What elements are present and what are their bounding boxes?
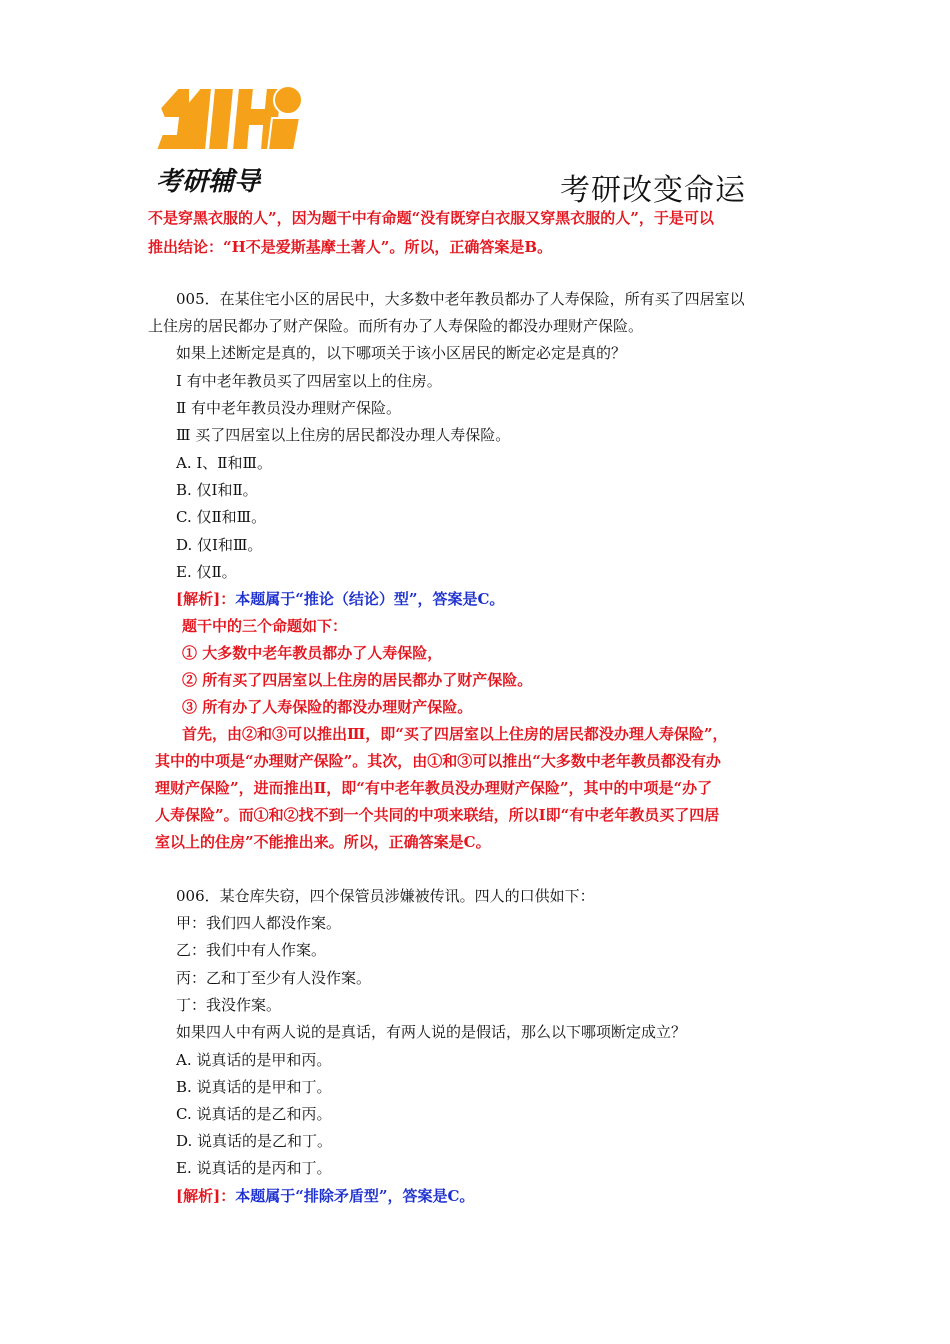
q005-statement: Ⅱ 有中老年教员没办理财产保险。 — [176, 399, 401, 417]
q005-option-a: A. Ⅰ、Ⅱ和Ⅲ。 — [176, 454, 272, 472]
q005-explanation-line: 其中的中项是“办理财产保险”。其次，由①和③可以推出“大多数中老年教员都没有办 — [155, 752, 721, 770]
q005-statement: Ⅲ 买了四居室以上住房的居民都没办理人寿保险。 — [176, 426, 511, 444]
q005-premise: ② 所有买了四居室以上住房的居民都办了财产保险。 — [182, 671, 533, 689]
q005-statement: Ⅰ 有中老年教员买了四居室以上的住房。 — [176, 372, 442, 390]
q005-stem-line-1: 005．在某住宅小区的居民中，大多数中老年教员都办了人寿保险，所有买了四居室以 — [176, 290, 745, 308]
q006-testimony: 乙：我们中有人作案。 — [176, 941, 327, 959]
q006-testimony: 丙：乙和丁至少有人没作案。 — [176, 969, 372, 987]
q005-question: 如果上述断定是真的，以下哪项关于该小区居民的断定必定是真的？ — [176, 344, 627, 362]
q005-option-d: D. 仅Ⅰ和Ⅲ。 — [176, 536, 263, 554]
logo-subtitle: 考研辅导 — [156, 167, 261, 197]
brand-logo — [148, 78, 308, 198]
q006-option-a: A. 说真话的是甲和丙。 — [176, 1051, 332, 1069]
q006-option-e: E. 说真话的是丙和丁。 — [176, 1159, 332, 1177]
q005-premise-intro: 题干中的三个命题如下： — [182, 617, 348, 635]
q005-option-b: B. 仅Ⅰ和Ⅱ。 — [176, 481, 258, 499]
q005-option-c: C. 仅Ⅱ和Ⅲ。 — [176, 508, 267, 526]
q006-question: 如果四人中有两人说的是真话，有两人说的是假话，那么以下哪项断定成立？ — [176, 1023, 687, 1041]
q005-explanation-line: 首先，由②和③可以推出Ⅲ，即“买了四居室以上住房的居民都没办理人寿保险”， — [182, 725, 728, 743]
q005-premise: ① 大多数中老年教员都办了人寿保险， — [182, 644, 443, 662]
motto: 考研改变命运 — [560, 173, 746, 208]
q005-option-e: E. 仅Ⅱ。 — [176, 563, 237, 581]
q005-explanation-line: 室以上的住房”不能推出来。所以，正确答案是C。 — [155, 833, 491, 851]
q006-option-b: B. 说真话的是甲和丁。 — [176, 1078, 332, 1096]
q006-analysis — [176, 1186, 474, 1206]
q006-testimony: 丁：我没作案。 — [176, 996, 282, 1014]
q005-explanation-line: 理财产保险”，进而推出Ⅱ，即“有中老年教员没办理财产保险”，其中的中项是“办了 — [155, 779, 713, 797]
analysis-label: [解析]： — [176, 590, 236, 608]
logo-graphic — [148, 78, 308, 198]
analysis-label: [解析]： — [176, 1187, 236, 1205]
q005-analysis — [176, 589, 504, 609]
q005-premise: ③ 所有办了人寿保险的都没办理财产保险。 — [182, 698, 473, 716]
q006-stem: 006．某仓库失窃，四个保管员涉嫌被传讯。四人的口供如下： — [176, 887, 595, 905]
intro-line-2: 推出结论：“H不是爱斯基摩土著人”。所以，正确答案是B。 — [148, 238, 553, 256]
analysis-text: 本题属于“推论（结论）型”，答案是C。 — [235, 590, 505, 608]
intro-line-1: 不是穿黑衣服的人”，因为题干中有命题“没有既穿白衣服又穿黑衣服的人”，于是可以 — [148, 209, 714, 227]
q005-explanation-line: 人寿保险”。而①和②找不到一个共同的中项来联结，所以Ⅰ即“有中老年教员买了四居 — [155, 806, 720, 824]
q006-option-c: C. 说真话的是乙和丙。 — [176, 1105, 332, 1123]
q006-testimony: 甲：我们四人都没作案。 — [176, 914, 342, 932]
q006-option-d: D. 说真话的是乙和丁。 — [176, 1132, 333, 1150]
analysis-text: 本题属于“排除矛盾型”，答案是C。 — [235, 1187, 475, 1205]
q005-stem-line-2: 上住房的居民都办了财产保险。而所有办了人寿保险的都没办理财产保险。 — [148, 317, 644, 335]
